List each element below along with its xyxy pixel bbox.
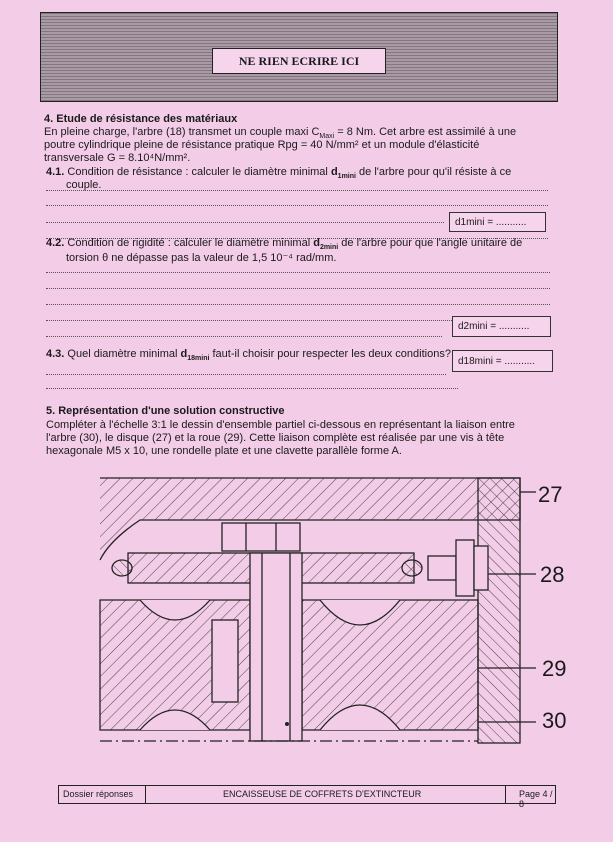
- section5-line3: hexagonale M5 x 10, une rondelle plate et une clavette parallèle forme A.: [46, 445, 402, 457]
- no-write-notice: NE RIEN ECRIRE ICI: [212, 48, 386, 74]
- section4-intro-line2: poutre cylindrique pleine de résistance pratique Rpg = 40 N/mm² et un module d'élasticité: [44, 139, 480, 151]
- section5-title: 5. Représentation d'une solution constructive: [46, 405, 285, 417]
- footer-right: Page 4 / 8: [519, 789, 553, 809]
- label-27: 27: [538, 482, 563, 507]
- question-4-1-line2: couple.: [66, 179, 102, 191]
- label-29: 29: [542, 656, 567, 681]
- question-4-3: 4.3. Quel diamètre minimal $d_{18mini}$ faut-il choisir pour respecter les deux conditions?: [46, 348, 451, 363]
- section4-intro-line1: En pleine charge, l'arbre (18) transmet un couple maxi $C_{Maxi} = 8$ Nm. Cet arbre est assimilé à une: [44, 126, 517, 141]
- d18mini-answer-box[interactable]: d18mini = ...........: [452, 350, 553, 372]
- question-4-2-line2: torsion θ ne dépasse pas la valeur de 1,5 10⁻⁴ rad/mm.: [66, 252, 337, 264]
- footer-left: Dossier réponses: [63, 789, 134, 799]
- question-4-1: 4.1. Condition de résistance : calculer le diamètre minimal $d_{1mini}$ de l'arbre pour qu'il résiste à ce: [46, 166, 512, 181]
- d2mini-answer-box[interactable]: d2mini = ...........: [452, 316, 551, 337]
- section5-line2: l'arbre (30), le disque (27) et la roue (29). Cette liaison complète est réalisée par une vis à tête: [46, 432, 505, 444]
- section5-line1: Compléter à l'échelle 3:1 le dessin d'ensemble partiel ci-dessous en représentant la liaison entre: [46, 419, 515, 431]
- section4-intro-line3: transversale G = 8.10⁴N/mm².: [44, 152, 191, 164]
- footer: [58, 785, 556, 809]
- question-4-2: 4.2. Condition de rigidité : calculer le diamètre minimal $d_{2mini}$ de l'arbre pour que l'angle unitaire de: [46, 237, 523, 252]
- footer-center: ENCAISSEUSE DE COFFRETS D'EXTINCTEUR: [223, 789, 422, 799]
- d1mini-answer-box[interactable]: d1mini = ...........: [449, 212, 546, 232]
- section4-title: 4. Etude de résistance des matériaux: [44, 113, 238, 125]
- label-30: 30: [542, 708, 567, 733]
- label-28: 28: [540, 562, 565, 587]
